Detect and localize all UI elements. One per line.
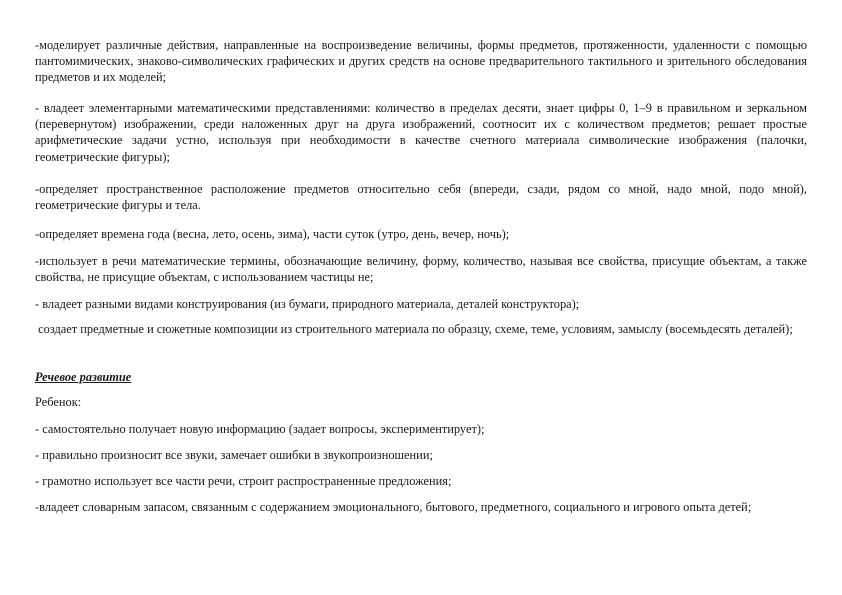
paragraph-text: - владеет разными видами конструирования (из бумаги, природного материала, деталей конструктора); — [35, 297, 580, 311]
paragraph-construction — [35, 296, 807, 312]
paragraph-text: создает предметные и сюжетные композиции из строительного материала по образцу, схеме, теме, условиям, замыслу (восемьдесять деталей); — [35, 322, 793, 336]
paragraph-text: -использует в речи математические термины, обозначающие величину, форму, количество, называя все свойства, присущие объектам, а также свойства, не присущие объектам, с использованием частицы не; — [35, 254, 807, 285]
paragraph-modeling — [35, 37, 807, 86]
list-item: - правильно произносит все звуки, замечает ошибки в звукопроизношении; — [35, 448, 433, 462]
paragraph-compositions — [35, 321, 807, 337]
list-item: -владеет словарным запасом, связанным с содержанием эмоционального, бытового, предметного, социального и игрового опыта детей; — [35, 500, 752, 514]
child-label-block — [35, 394, 807, 410]
speech-item-2 — [35, 447, 807, 463]
paragraph-text: -определяет пространственное расположение предметов относительно себя (впереди, сзади, рядом со мной, надо мной, подо мной), геометрические фигуры и тела. — [35, 182, 807, 213]
list-item: - самостоятельно получает новую информацию (задает вопросы, экспериментирует); — [35, 422, 485, 436]
speech-item-1 — [35, 421, 807, 437]
speech-item-3 — [35, 473, 807, 489]
list-item: - грамотно использует все части речи, строит распространенные предложения; — [35, 474, 452, 488]
paragraph-text: - владеет элементарными математическими представлениями: количество в пределах десяти, знает цифры 0, 1–9 в правильном и зеркальном (перевернутом) изображении, среди наложенных друг на друга изображений, соотносит их с количеством предметов; решает простые арифметические задачи устно, используя при необходимости в качестве счетного материала символические изображения (палочки, геометрические фигуры); — [35, 101, 807, 164]
child-label: Ребенок: — [35, 395, 82, 409]
paragraph-text: -моделирует различные действия, направленные на воспроизведение величины, формы предметов, протяженности, удаленности с помощью пантомимических, знаково-символических графических и других средств на основе предварительного тактильного и зрительного обследования предметов и их моделей; — [35, 38, 807, 85]
section-heading: Речевое развитие — [35, 370, 132, 384]
speech-item-4 — [35, 499, 807, 515]
paragraph-math-terms — [35, 253, 807, 285]
paragraph-math-concepts — [35, 100, 807, 165]
paragraph-spatial — [35, 181, 807, 213]
paragraph-seasons — [35, 226, 807, 242]
section-heading-block — [35, 369, 807, 385]
paragraph-text: -определяет времена года (весна, лето, осень, зима), части суток (утро, день, вечер, ночь); — [35, 227, 510, 241]
